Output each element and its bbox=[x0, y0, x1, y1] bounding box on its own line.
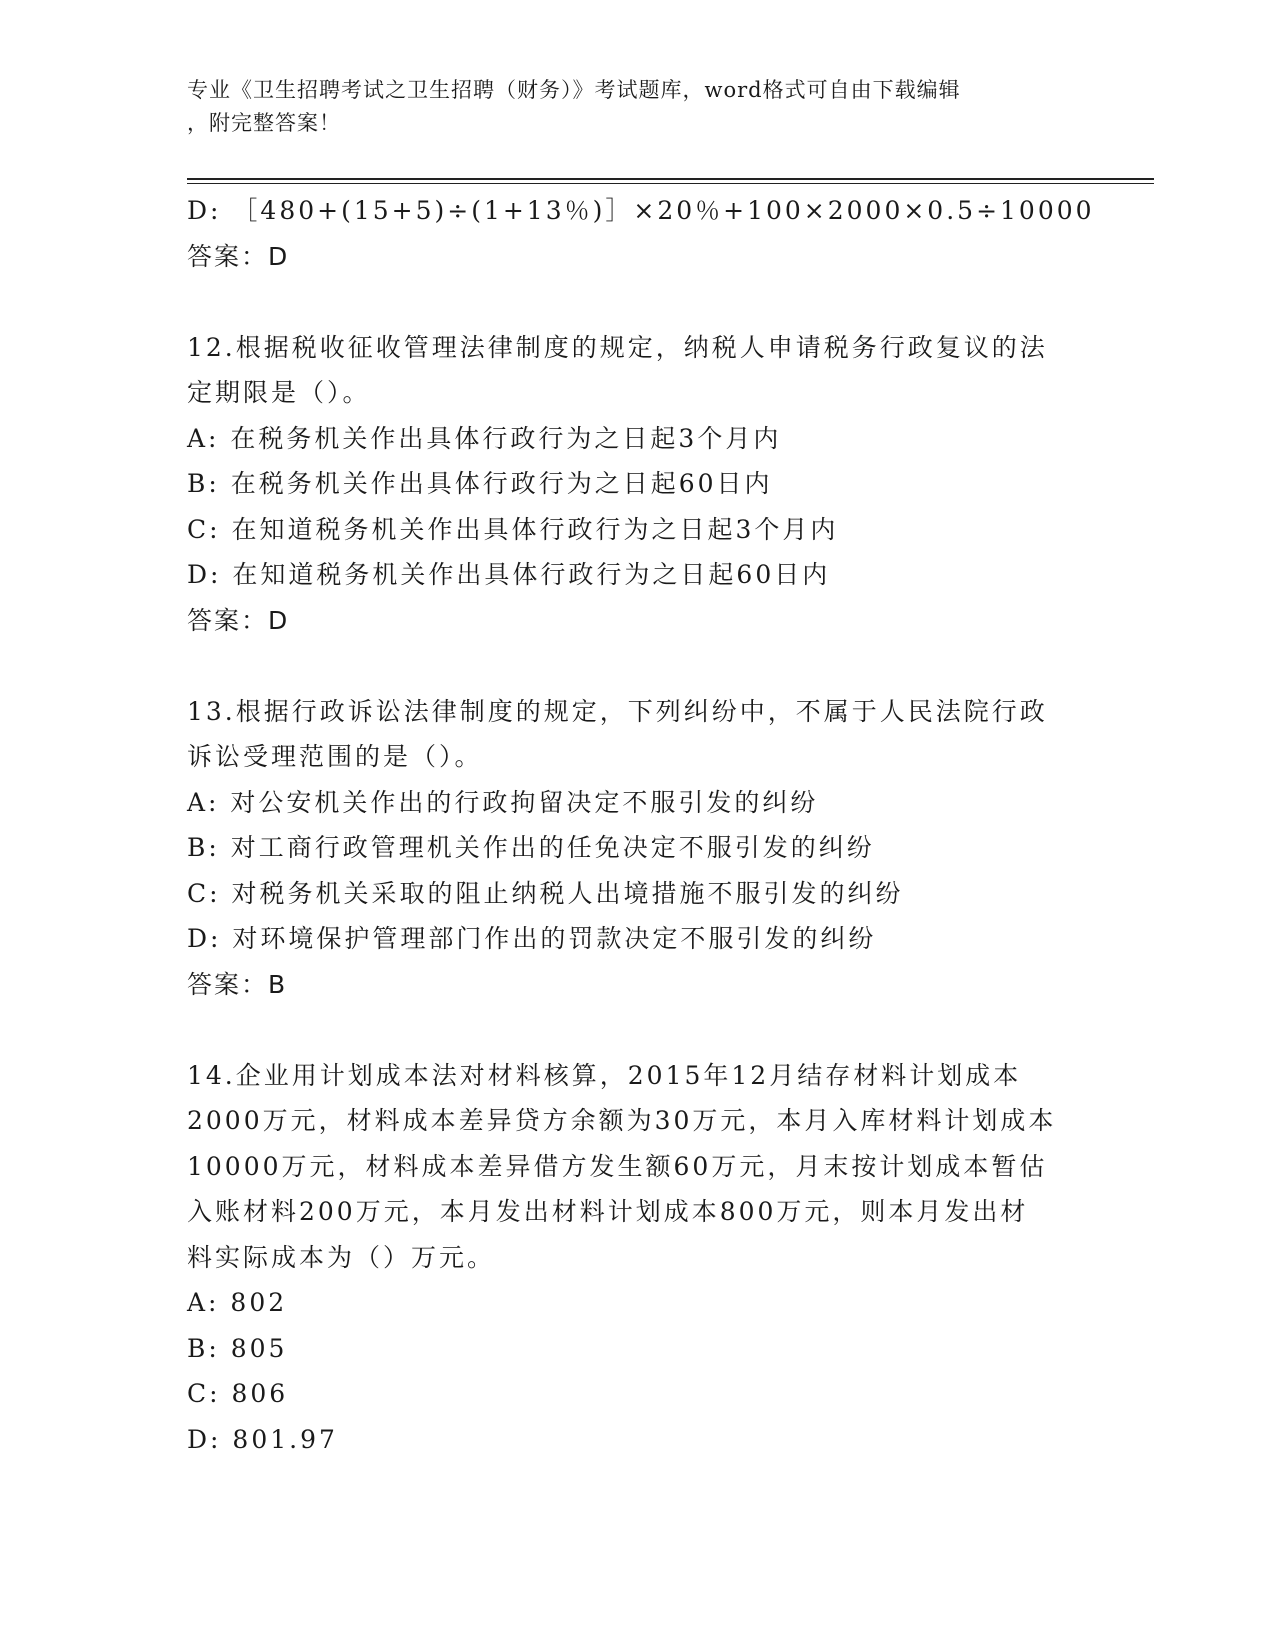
question-14 bbox=[187, 1053, 1087, 1463]
question-12 bbox=[187, 325, 1087, 644]
option-d: D: 在知道税务机关作出具体行政行为之日起60日内 bbox=[187, 560, 831, 589]
header-line-1: 专业《卫生招聘考试之卫生招聘（财务）》考试题库，word格式可自由下载编辑 bbox=[187, 78, 961, 102]
option-c: C: 806 bbox=[187, 1379, 289, 1408]
option-a: A: 在税务机关作出具体行政行为之日起3个月内 bbox=[187, 423, 782, 453]
spacer bbox=[187, 1007, 1087, 1053]
option-b: B: 在税务机关作出具体行政行为之日起60日内 bbox=[187, 469, 773, 498]
question-stem: 10000万元，材料成本差异借方发生额60万元，月末按计划成本暂估 bbox=[187, 1151, 1048, 1181]
option-a: A: 对公安机关作出的行政拘留决定不服引发的纠纷 bbox=[187, 787, 819, 817]
option-b: B: 805 bbox=[187, 1333, 288, 1363]
option-d: D: 对环境保护管理部门作出的罚款决定不服引发的纠纷 bbox=[187, 924, 877, 953]
question-stem: 14.企业用计划成本法对材料核算，2015年12月结存材料计划成本 bbox=[187, 1060, 1022, 1090]
question-13 bbox=[187, 689, 1087, 1008]
option-c: C: 在知道税务机关作出具体行政行为之日起3个月内 bbox=[187, 514, 839, 544]
question-stem: 定期限是（）。 bbox=[187, 378, 371, 407]
option-b: B: 对工商行政管理机关作出的任免决定不服引发的纠纷 bbox=[187, 833, 875, 862]
spacer bbox=[187, 643, 1087, 689]
option-a: A: 802 bbox=[187, 1288, 288, 1317]
option-d: D: 801.97 bbox=[187, 1424, 338, 1454]
question-list bbox=[187, 188, 1095, 1462]
answer-label: 答案：B bbox=[187, 969, 288, 999]
question-stem: 料实际成本为（）万元。 bbox=[187, 1242, 496, 1272]
header-line-2: ，附完整答案！ bbox=[187, 111, 341, 135]
question-stem: 入账材料200万元，本月发出材料计划成本800万元，则本月发出材 bbox=[187, 1197, 1029, 1226]
page-header bbox=[187, 74, 1067, 140]
header-divider-thin bbox=[187, 183, 1154, 184]
question-11-tail bbox=[187, 188, 1095, 279]
header-divider-thick bbox=[187, 178, 1154, 180]
spacer bbox=[187, 279, 1087, 325]
option-d: D: ［480+(15+5)÷(1+13％)］×20％+100×2000×0.5÷10000 bbox=[187, 196, 1095, 225]
question-stem: 13.根据行政诉讼法律制度的规定，下列纠纷中，不属于人民法院行政 bbox=[187, 696, 1048, 726]
answer-label: 答案：D bbox=[187, 241, 290, 271]
question-stem: 2000万元，材料成本差异贷方余额为30万元，本月入库材料计划成本 bbox=[187, 1106, 1057, 1135]
question-stem: 诉讼受理范围的是（）。 bbox=[187, 742, 483, 771]
question-stem: 12.根据税收征收管理法律制度的规定，纳税人申请税务行政复议的法 bbox=[187, 332, 1048, 362]
answer-label: 答案：D bbox=[187, 605, 290, 635]
option-c: C: 对税务机关采取的阻止纳税人出境措施不服引发的纠纷 bbox=[187, 878, 904, 908]
